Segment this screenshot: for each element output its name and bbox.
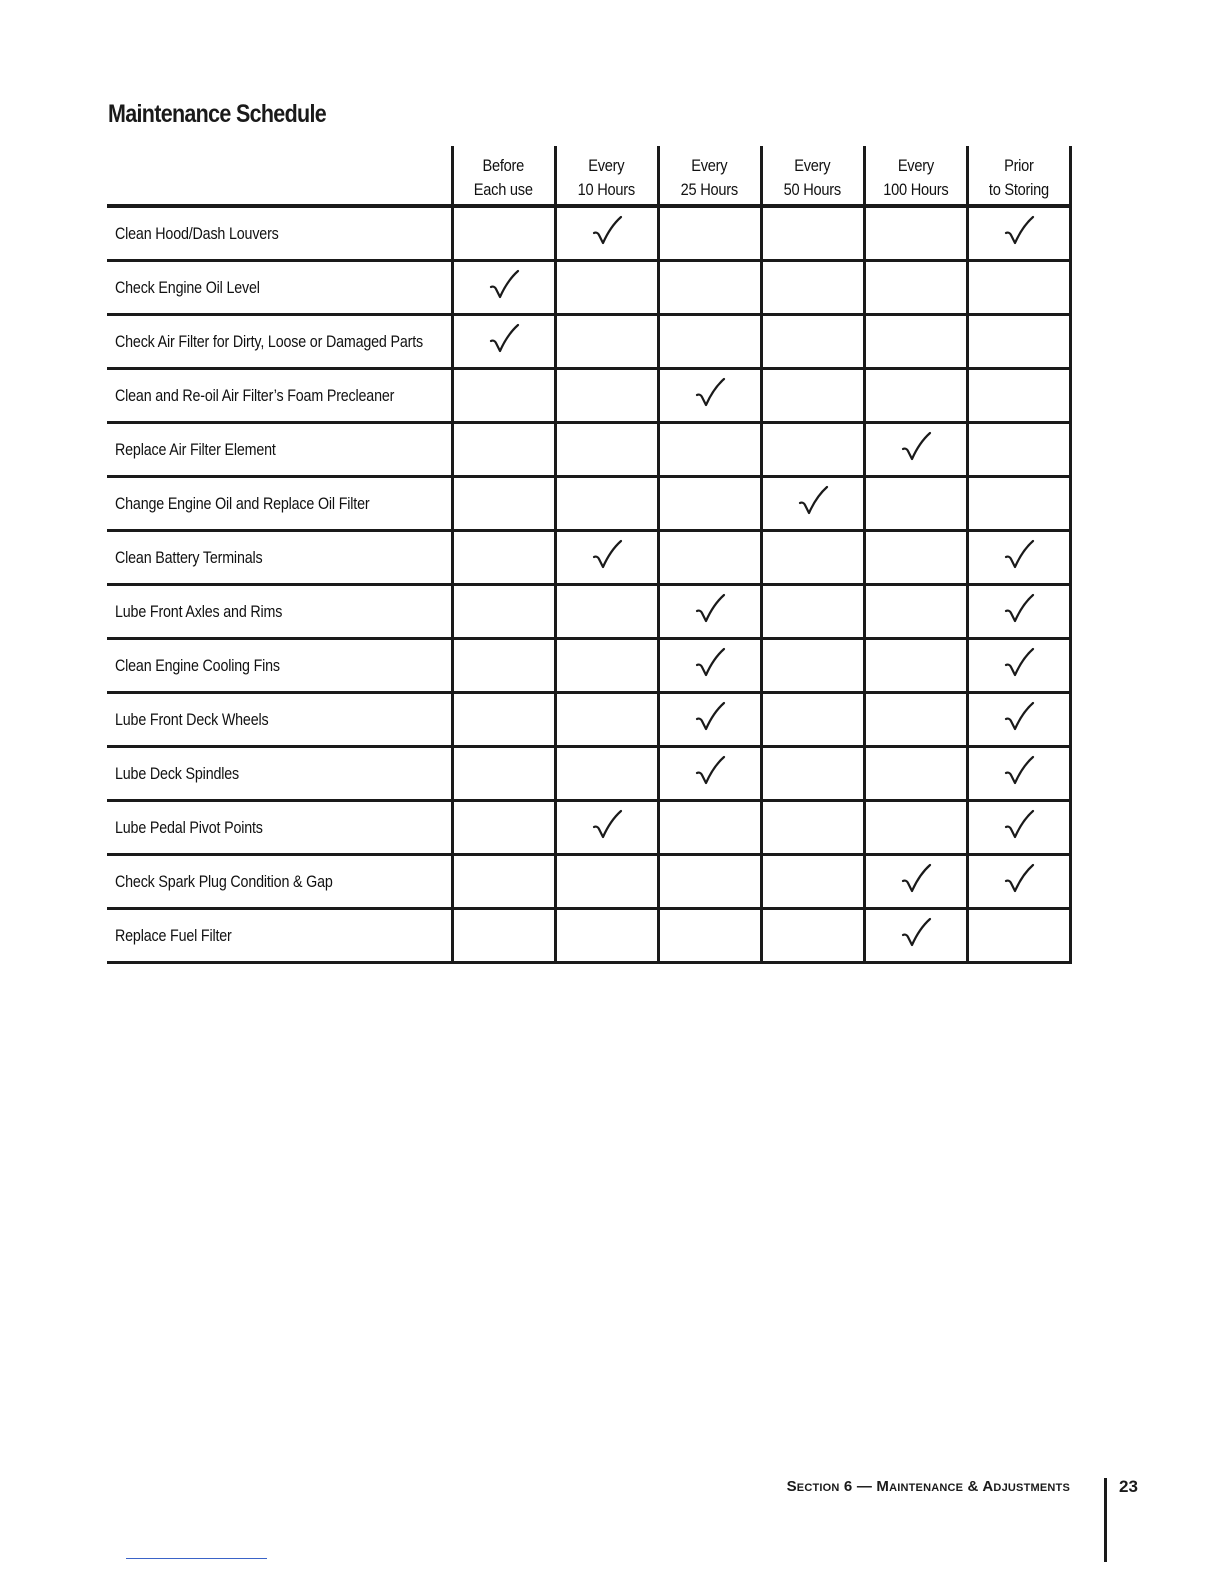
task-label: Lube Front Axles and Rims xyxy=(115,601,283,621)
checkmark-icon xyxy=(1002,754,1036,788)
schedule-cell xyxy=(555,261,658,315)
schedule-cell xyxy=(967,477,1070,531)
checkmark-icon xyxy=(1002,538,1036,572)
schedule-cell xyxy=(967,801,1070,855)
header-before-each-use xyxy=(452,146,555,206)
schedule-cell xyxy=(761,531,864,585)
schedule-cell xyxy=(452,261,555,315)
checkmark-icon xyxy=(693,754,727,788)
table-row xyxy=(107,801,1070,855)
header-line-2: 10 Hours xyxy=(577,180,636,199)
task-label: Change Engine Oil and Replace Oil Filter xyxy=(115,493,370,513)
schedule-cell xyxy=(555,855,658,909)
table-row xyxy=(107,315,1070,369)
header-every-50-hours xyxy=(761,146,864,206)
section-footer: Section 6 — Maintenance & Adjustments xyxy=(786,1478,1070,1495)
header-line-2: 100 Hours xyxy=(882,180,949,199)
header-line-2: 50 Hours xyxy=(783,180,842,199)
schedule-cell xyxy=(658,261,761,315)
schedule-body xyxy=(107,206,1070,963)
checkmark-icon xyxy=(899,916,933,950)
schedule-cell xyxy=(967,693,1070,747)
checkmark-icon xyxy=(1002,214,1036,248)
schedule-cell xyxy=(555,315,658,369)
schedule-cell xyxy=(555,369,658,423)
schedule-cell xyxy=(658,423,761,477)
schedule-cell xyxy=(452,909,555,963)
header-line-2: Each use xyxy=(474,180,533,199)
header-task-column xyxy=(107,146,452,206)
task-label: Lube Pedal Pivot Points xyxy=(115,817,263,837)
task-label: Clean Engine Cooling Fins xyxy=(115,655,280,675)
schedule-cell xyxy=(967,855,1070,909)
schedule-cell xyxy=(864,369,967,423)
task-label: Check Spark Plug Condition & Gap xyxy=(115,871,333,891)
schedule-cell xyxy=(864,747,967,801)
table-row xyxy=(107,747,1070,801)
schedule-cell xyxy=(555,693,658,747)
schedule-cell xyxy=(967,206,1070,261)
schedule-cell xyxy=(658,585,761,639)
header-line-1: Prior xyxy=(1003,156,1034,175)
checkmark-icon xyxy=(1002,700,1036,734)
schedule-cell xyxy=(761,693,864,747)
task-label: Clean and Re-oil Air Filter’s Foam Precleaner xyxy=(115,385,395,405)
task-label: Replace Fuel Filter xyxy=(115,925,232,945)
task-label: Clean Hood/Dash Louvers xyxy=(115,223,279,243)
schedule-cell xyxy=(658,909,761,963)
header-line-2: 25 Hours xyxy=(680,180,739,199)
task-label: Replace Air Filter Element xyxy=(115,439,276,459)
schedule-cell xyxy=(967,909,1070,963)
checkmark-icon xyxy=(1002,862,1036,896)
schedule-cell xyxy=(967,369,1070,423)
table-row xyxy=(107,206,1070,261)
header-every-10-hours xyxy=(555,146,658,206)
header-line-1: Every xyxy=(794,156,831,175)
schedule-cell xyxy=(452,477,555,531)
schedule-cell xyxy=(658,315,761,369)
task-cell xyxy=(107,909,452,963)
task-label: Check Engine Oil Level xyxy=(115,277,260,297)
table-row xyxy=(107,531,1070,585)
schedule-cell xyxy=(658,747,761,801)
task-cell xyxy=(107,639,452,693)
task-cell xyxy=(107,801,452,855)
header-line-1: Every xyxy=(588,156,625,175)
footer-divider xyxy=(1104,1478,1107,1562)
schedule-cell xyxy=(658,639,761,693)
checkmark-icon xyxy=(693,376,727,410)
checkmark-icon xyxy=(693,592,727,626)
table-row xyxy=(107,477,1070,531)
task-cell xyxy=(107,261,452,315)
task-cell xyxy=(107,693,452,747)
table-row xyxy=(107,693,1070,747)
table-row xyxy=(107,639,1070,693)
page-number: 23 xyxy=(1119,1477,1138,1496)
schedule-cell xyxy=(452,206,555,261)
schedule-cell xyxy=(658,855,761,909)
schedule-cell xyxy=(864,531,967,585)
schedule-cell xyxy=(967,585,1070,639)
schedule-cell xyxy=(555,909,658,963)
schedule-cell xyxy=(452,801,555,855)
schedule-cell xyxy=(555,423,658,477)
schedule-cell xyxy=(555,477,658,531)
table-row xyxy=(107,585,1070,639)
schedule-cell xyxy=(761,855,864,909)
checkmark-icon xyxy=(693,646,727,680)
checkmark-icon xyxy=(1002,592,1036,626)
task-cell xyxy=(107,531,452,585)
header-line-1: Before xyxy=(482,156,525,175)
schedule-cell xyxy=(555,747,658,801)
checkmark-icon xyxy=(693,700,727,734)
header-every-100-hours xyxy=(864,146,967,206)
maintenance-schedule-table xyxy=(107,146,1072,964)
checkmark-icon xyxy=(796,484,830,518)
task-label: Lube Deck Spindles xyxy=(115,763,239,783)
schedule-cell xyxy=(452,639,555,693)
task-cell xyxy=(107,206,452,261)
header-line-1: Every xyxy=(691,156,728,175)
task-cell xyxy=(107,477,452,531)
page-title: Maintenance Schedule xyxy=(108,100,327,128)
checkmark-icon xyxy=(487,268,521,302)
schedule-cell xyxy=(967,747,1070,801)
task-cell xyxy=(107,315,452,369)
schedule-cell xyxy=(967,315,1070,369)
schedule-cell xyxy=(864,477,967,531)
schedule-cell xyxy=(555,585,658,639)
schedule-cell xyxy=(864,909,967,963)
checkmark-icon xyxy=(590,214,624,248)
schedule-cell xyxy=(761,585,864,639)
checkmark-icon xyxy=(1002,808,1036,842)
schedule-cell xyxy=(864,585,967,639)
checkmark-icon xyxy=(590,538,624,572)
schedule-cell xyxy=(761,909,864,963)
checkmark-icon xyxy=(1002,646,1036,680)
schedule-cell xyxy=(864,693,967,747)
schedule-cell xyxy=(452,855,555,909)
table-row xyxy=(107,423,1070,477)
schedule-cell xyxy=(761,639,864,693)
schedule-cell xyxy=(967,639,1070,693)
schedule-cell xyxy=(761,369,864,423)
schedule-cell xyxy=(967,531,1070,585)
checkmark-icon xyxy=(899,430,933,464)
checkmark-icon xyxy=(590,808,624,842)
header-line-1: Every xyxy=(897,156,934,175)
schedule-cell xyxy=(658,531,761,585)
task-cell xyxy=(107,855,452,909)
schedule-cell xyxy=(761,423,864,477)
schedule-cell xyxy=(761,747,864,801)
header-every-25-hours xyxy=(658,146,761,206)
schedule-cell xyxy=(452,693,555,747)
table-row xyxy=(107,855,1070,909)
schedule-cell xyxy=(967,423,1070,477)
header-prior-to-storing xyxy=(967,146,1070,206)
header-row xyxy=(107,146,1070,206)
schedule-cell xyxy=(452,369,555,423)
schedule-cell xyxy=(452,531,555,585)
schedule-cell xyxy=(555,639,658,693)
schedule-cell xyxy=(452,423,555,477)
schedule-cell xyxy=(761,801,864,855)
schedule-cell xyxy=(864,801,967,855)
table-row xyxy=(107,369,1070,423)
task-cell xyxy=(107,423,452,477)
schedule-cell xyxy=(658,369,761,423)
schedule-cell xyxy=(864,206,967,261)
schedule-cell xyxy=(452,585,555,639)
task-cell xyxy=(107,369,452,423)
task-label: Check Air Filter for Dirty, Loose or Damaged Parts xyxy=(115,331,423,351)
schedule-cell xyxy=(864,261,967,315)
schedule-cell xyxy=(452,315,555,369)
schedule-cell xyxy=(864,855,967,909)
schedule-cell xyxy=(967,261,1070,315)
schedule-cell xyxy=(864,639,967,693)
task-label: Clean Battery Terminals xyxy=(115,547,263,567)
task-cell xyxy=(107,585,452,639)
schedule-cell xyxy=(761,261,864,315)
table-row xyxy=(107,261,1070,315)
schedule-cell xyxy=(658,206,761,261)
schedule-cell xyxy=(864,315,967,369)
schedule-cell xyxy=(555,206,658,261)
schedule-cell xyxy=(555,801,658,855)
schedule-cell xyxy=(761,206,864,261)
task-cell xyxy=(107,747,452,801)
schedule-cell xyxy=(452,747,555,801)
header-line-2: to Storing xyxy=(988,180,1049,199)
table-row xyxy=(107,909,1070,963)
schedule-cell xyxy=(761,477,864,531)
schedule-cell xyxy=(761,315,864,369)
checkmark-icon xyxy=(487,322,521,356)
schedule-cell xyxy=(658,801,761,855)
checkmark-icon xyxy=(899,862,933,896)
schedule-cell xyxy=(658,477,761,531)
schedule-cell xyxy=(864,423,967,477)
schedule-cell xyxy=(555,531,658,585)
task-label: Lube Front Deck Wheels xyxy=(115,709,269,729)
schedule-cell xyxy=(658,693,761,747)
bottom-rule xyxy=(126,1558,267,1559)
